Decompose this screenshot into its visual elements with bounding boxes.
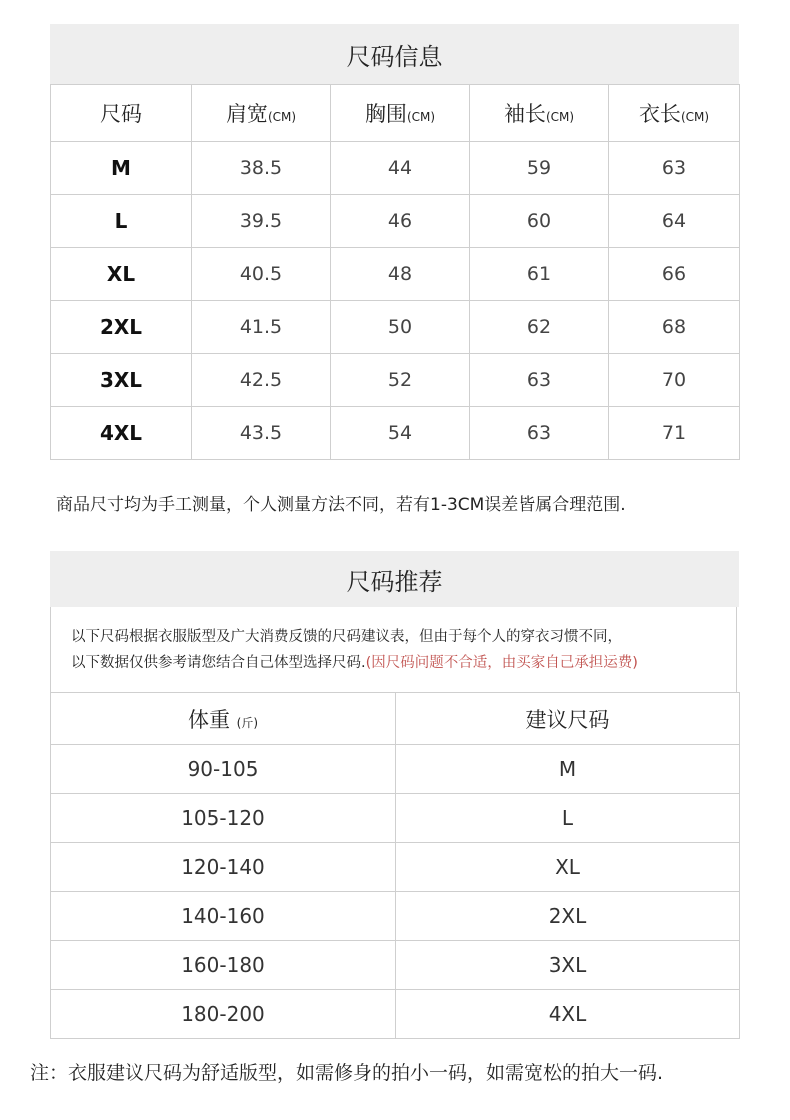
size-cell: 4XL [51,407,192,460]
length-cell: 71 [609,407,740,460]
weight-cell: 105-120 [51,794,396,843]
header-weight-unit: (斤) [236,715,259,730]
table-row [51,794,740,843]
length-cell: 70 [609,354,740,407]
header-size [51,85,192,142]
size-cell: M [51,142,192,195]
shoulder-cell: 42.5 [192,354,331,407]
size-cell: L [51,195,192,248]
size-info-title-text: 尺码信息 [346,42,443,71]
length-cell: 68 [609,301,740,354]
weight-cell: 140-160 [51,892,396,941]
header-shoulder-label: 肩宽 [225,102,268,126]
chest-cell: 52 [331,354,470,407]
weight-cell: 180-200 [51,990,396,1039]
header-shoulder [192,85,331,142]
shoulder-cell: 41.5 [192,301,331,354]
shipping-warning: (因尺码问题不合适，由买家自己承担运费) [365,655,638,671]
table-row [51,892,740,941]
sleeve-cell: 61 [470,248,609,301]
table-row [51,142,740,195]
sleeve-cell: 59 [470,142,609,195]
weight-cell: 90-105 [51,745,396,794]
sleeve-cell: 63 [470,407,609,460]
size-cell: 3XL [51,354,192,407]
recommend-table [50,692,740,1039]
recommended-size-cell: L [396,794,740,843]
header-chest [331,85,470,142]
chest-cell: 54 [331,407,470,460]
header-length [609,85,740,142]
length-cell: 66 [609,248,740,301]
recommended-size-cell: 4XL [396,990,740,1039]
weight-cell: 160-180 [51,941,396,990]
recommended-size-cell: 2XL [396,892,740,941]
shoulder-cell: 38.5 [192,142,331,195]
header-length-label: 衣长 [638,102,681,126]
header-sleeve [470,85,609,142]
header-recommended-size: 建议尺码 [396,693,740,745]
size-info-table [50,84,740,460]
header-chest-label: 胸围 [364,102,407,126]
length-cell: 63 [609,142,740,195]
header-sleeve-unit: (CM) [545,110,575,124]
recommend-title [50,551,739,607]
size-info-header-row [51,85,740,142]
chest-cell: 48 [331,248,470,301]
size-cell: 2XL [51,301,192,354]
header-sleeve-label: 袖长 [503,102,546,126]
sleeve-cell: 60 [470,195,609,248]
sleeve-cell: 62 [470,301,609,354]
measurement-note: 商品尺寸均为手工测量，个人测量方法不同，若有1-3CM误差皆属合理范围. [56,495,626,515]
chest-cell: 50 [331,301,470,354]
chest-cell: 46 [331,195,470,248]
fit-note: 注：衣服建议尺码为舒适版型，如需修身的拍小一码，如需宽松的拍大一码. [30,1062,664,1084]
recommended-size-cell: XL [396,843,740,892]
header-length-unit: (CM) [680,110,710,124]
intro-line-2 [71,650,736,676]
table-row [51,407,740,460]
size-cell: XL [51,248,192,301]
sleeve-cell: 63 [470,354,609,407]
table-row [51,941,740,990]
table-row [51,354,740,407]
intro-line-1: 以下尺码根据衣服版型及广大消费反馈的尺码建议表，但由于每个人的穿衣习惯不同， [71,629,622,645]
header-weight-label: 体重 [187,707,230,732]
table-row [51,301,740,354]
length-cell: 64 [609,195,740,248]
chest-cell: 44 [331,142,470,195]
header-shoulder-unit: (CM) [267,110,297,124]
header-size-label: 尺码 [100,102,142,126]
size-info-title [50,24,739,84]
table-row [51,990,740,1039]
recommend-intro [50,607,737,692]
table-row [51,745,740,794]
header-weight [51,693,396,745]
table-row [51,248,740,301]
weight-cell: 120-140 [51,843,396,892]
header-chest-unit: (CM) [406,110,436,124]
recommended-size-cell: 3XL [396,941,740,990]
table-row [51,195,740,248]
recommend-header-row [51,693,740,745]
recommended-size-cell: M [396,745,740,794]
shoulder-cell: 39.5 [192,195,331,248]
recommend-title-text: 尺码推荐 [346,567,443,596]
shoulder-cell: 43.5 [192,407,331,460]
shoulder-cell: 40.5 [192,248,331,301]
intro-line-2-text: 以下数据仅供参考请您结合自己体型选择尺码. [71,655,366,671]
table-row [51,843,740,892]
